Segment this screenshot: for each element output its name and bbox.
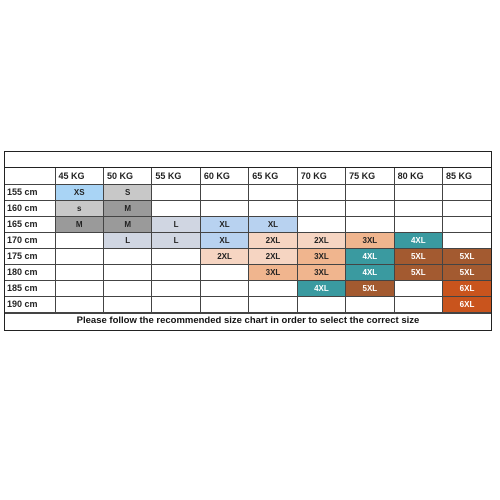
size-cell bbox=[394, 280, 442, 296]
table-row bbox=[5, 216, 491, 232]
weight-header: 55 KG bbox=[152, 168, 200, 184]
size-cell: 2XL bbox=[297, 232, 345, 248]
size-cell: M bbox=[103, 200, 151, 216]
size-cell: 3XL bbox=[249, 264, 297, 280]
table-row bbox=[5, 248, 491, 264]
size-cell: 4XL bbox=[346, 248, 394, 264]
size-cell: 4XL bbox=[394, 232, 442, 248]
size-cell bbox=[55, 248, 103, 264]
size-cell bbox=[200, 296, 248, 312]
size-cell bbox=[394, 216, 442, 232]
size-cell bbox=[249, 184, 297, 200]
size-cell bbox=[103, 296, 151, 312]
height-label: 185 cm bbox=[5, 280, 55, 296]
size-cell: 6XL bbox=[443, 296, 492, 312]
corner-cell bbox=[5, 168, 55, 184]
size-cell: 6XL bbox=[443, 280, 492, 296]
table-row bbox=[5, 264, 491, 280]
size-cell: 2XL bbox=[249, 232, 297, 248]
size-cell bbox=[55, 280, 103, 296]
table-row bbox=[5, 296, 491, 312]
size-cell bbox=[55, 296, 103, 312]
size-chart bbox=[4, 151, 492, 331]
header-row bbox=[5, 168, 491, 184]
weight-header: 45 KG bbox=[55, 168, 103, 184]
top-bar bbox=[5, 152, 491, 168]
height-label: 190 cm bbox=[5, 296, 55, 312]
size-cell: 5XL bbox=[443, 264, 492, 280]
size-cell: 4XL bbox=[346, 264, 394, 280]
weight-header: 80 KG bbox=[394, 168, 442, 184]
size-cell bbox=[152, 248, 200, 264]
weight-header: 50 KG bbox=[103, 168, 151, 184]
size-cell: 3XL bbox=[297, 264, 345, 280]
size-cell bbox=[200, 200, 248, 216]
size-cell bbox=[297, 184, 345, 200]
size-cell: L bbox=[103, 232, 151, 248]
weight-header: 65 KG bbox=[249, 168, 297, 184]
size-cell bbox=[200, 280, 248, 296]
size-cell: s bbox=[55, 200, 103, 216]
size-cell bbox=[55, 232, 103, 248]
height-label: 175 cm bbox=[5, 248, 55, 264]
size-cell bbox=[152, 184, 200, 200]
size-cell: 4XL bbox=[297, 280, 345, 296]
height-label: 180 cm bbox=[5, 264, 55, 280]
size-cell bbox=[103, 248, 151, 264]
size-cell bbox=[443, 232, 492, 248]
size-cell: L bbox=[152, 232, 200, 248]
size-cell bbox=[297, 200, 345, 216]
size-cell bbox=[443, 216, 492, 232]
size-cell bbox=[297, 216, 345, 232]
footer-note: Please follow the recommended size chart in order to select the correct size bbox=[5, 313, 491, 328]
table-row bbox=[5, 200, 491, 216]
size-cell bbox=[394, 296, 442, 312]
size-cell bbox=[249, 280, 297, 296]
table-row bbox=[5, 232, 491, 248]
size-cell bbox=[103, 264, 151, 280]
size-cell: XS bbox=[55, 184, 103, 200]
size-cell: 5XL bbox=[394, 248, 442, 264]
size-cell bbox=[443, 200, 492, 216]
size-cell bbox=[443, 184, 492, 200]
size-cell: 5XL bbox=[346, 280, 394, 296]
size-cell: 2XL bbox=[249, 248, 297, 264]
size-cell: 3XL bbox=[346, 232, 394, 248]
size-cell bbox=[346, 216, 394, 232]
size-cell bbox=[394, 184, 442, 200]
size-cell bbox=[346, 296, 394, 312]
height-label: 155 cm bbox=[5, 184, 55, 200]
height-label: 170 cm bbox=[5, 232, 55, 248]
size-cell: 5XL bbox=[394, 264, 442, 280]
weight-header: 75 KG bbox=[346, 168, 394, 184]
size-cell bbox=[55, 264, 103, 280]
size-cell: 3XL bbox=[297, 248, 345, 264]
size-cell bbox=[152, 264, 200, 280]
size-cell bbox=[152, 296, 200, 312]
size-cell bbox=[152, 200, 200, 216]
size-cell bbox=[103, 280, 151, 296]
weight-header: 60 KG bbox=[200, 168, 248, 184]
size-cell bbox=[346, 184, 394, 200]
size-cell: XL bbox=[200, 216, 248, 232]
size-cell bbox=[152, 280, 200, 296]
size-cell bbox=[249, 200, 297, 216]
size-cell: XL bbox=[249, 216, 297, 232]
size-cell: M bbox=[55, 216, 103, 232]
size-cell bbox=[394, 200, 442, 216]
size-cell: S bbox=[103, 184, 151, 200]
size-cell bbox=[200, 184, 248, 200]
size-cell bbox=[200, 264, 248, 280]
table-row bbox=[5, 280, 491, 296]
size-cell: M bbox=[103, 216, 151, 232]
size-cell bbox=[346, 200, 394, 216]
size-cell bbox=[297, 296, 345, 312]
size-cell: L bbox=[152, 216, 200, 232]
size-cell bbox=[249, 296, 297, 312]
height-label: 165 cm bbox=[5, 216, 55, 232]
weight-header: 85 KG bbox=[443, 168, 492, 184]
size-cell: 5XL bbox=[443, 248, 492, 264]
table-row bbox=[5, 184, 491, 200]
size-table bbox=[5, 168, 491, 313]
weight-header: 70 KG bbox=[297, 168, 345, 184]
size-cell: XL bbox=[200, 232, 248, 248]
size-cell: 2XL bbox=[200, 248, 248, 264]
height-label: 160 cm bbox=[5, 200, 55, 216]
